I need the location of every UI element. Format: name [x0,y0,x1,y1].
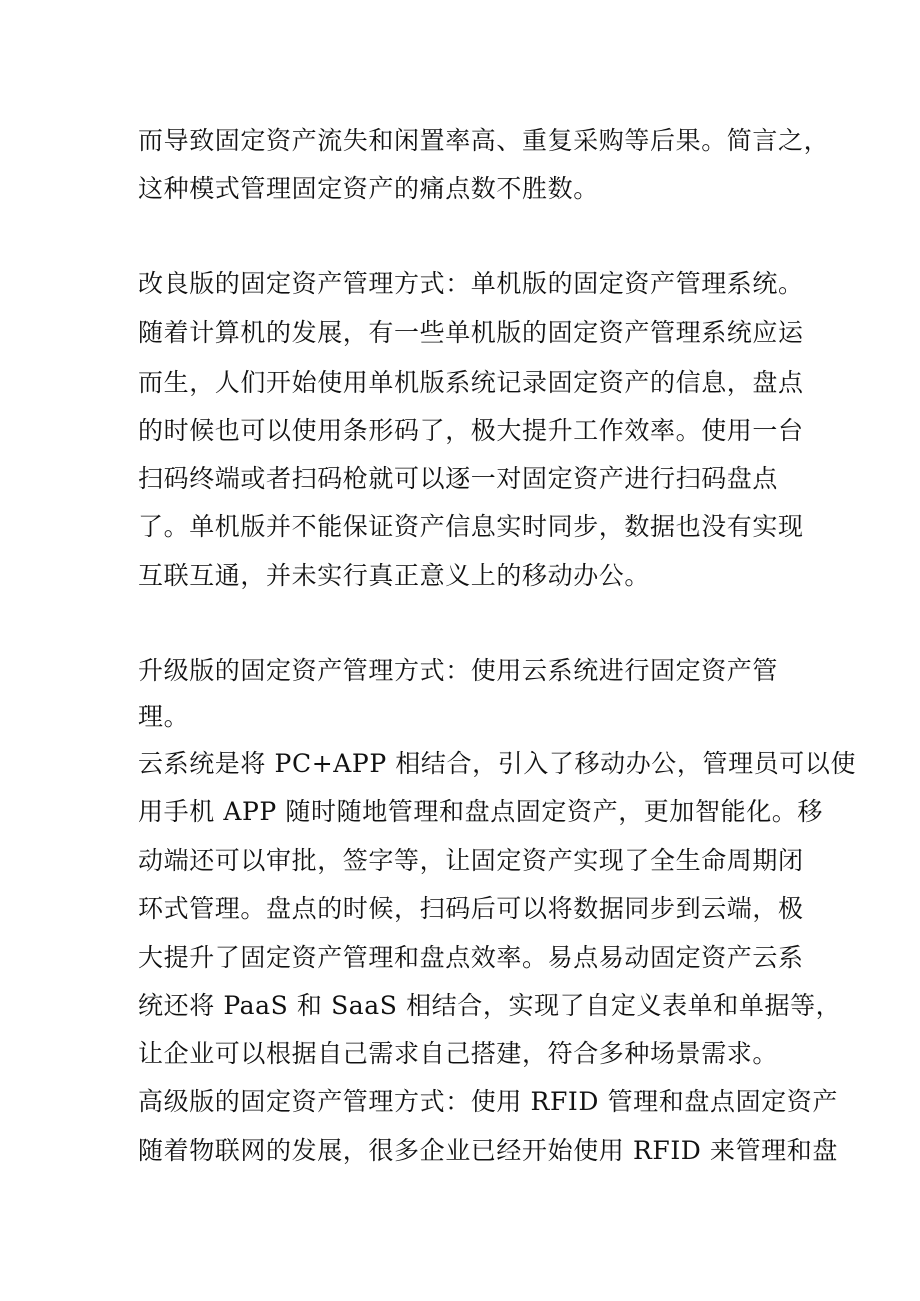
text-line: 升级版的固定资产管理方式：使用云系统进行固定资产管 [138,656,779,685]
text-line: 云系统是将 PC+APP 相结合，引入了移动办公，管理员可以使 [138,749,857,778]
text-line: 大提升了固定资产管理和盘点效率。易点易动固定资产云系 [138,943,804,972]
text-line: 环式管理。盘点的时候，扫码后可以将数据同步到云端，极 [138,894,804,923]
text-line: 互联互通，并未实行真正意义上的移动办公。 [138,561,651,590]
text-line: 理。 [138,702,190,731]
text-line: 了。单机版并不能保证资产信息实时同步，数据也没有实现 [138,512,804,541]
text-line: 用手机 APP 随时随地管理和盘点固定资产，更加智能化。移 [138,797,823,826]
text-line: 动端还可以审批，签字等，让固定资产实现了全生命周期闭 [138,846,804,875]
text-line: 而导致固定资产流失和闲置率高、重复采购等后果。简言之， [138,126,830,155]
text-line: 改良版的固定资产管理方式：单机版的固定资产管理系统。 [138,269,804,298]
text-line: 随着计算机的发展，有一些单机版的固定资产管理系统应运 [138,318,804,347]
text-line: 统还将 PaaS 和 SaaS 相结合，实现了自定义表单和单据等， [138,991,842,1020]
text-line: 扫码终端或者扫码枪就可以逐一对固定资产进行扫码盘点 [138,464,779,493]
text-line: 而生，人们开始使用单机版系统记录固定资产的信息，盘点 [138,368,804,397]
text-line: 这种模式管理固定资产的痛点数不胜数。 [138,174,599,203]
text-line: 让企业可以根据自己需求自己搭建，符合多种场景需求。 [138,1039,779,1068]
text-line: 随着物联网的发展，很多企业已经开始使用 RFID 来管理和盘 [138,1136,838,1165]
text-line: 高级版的固定资产管理方式：使用 RFID 管理和盘点固定资产 [138,1087,838,1116]
text-line: 的时候也可以使用条形码了，极大提升工作效率。使用一台 [138,416,804,445]
